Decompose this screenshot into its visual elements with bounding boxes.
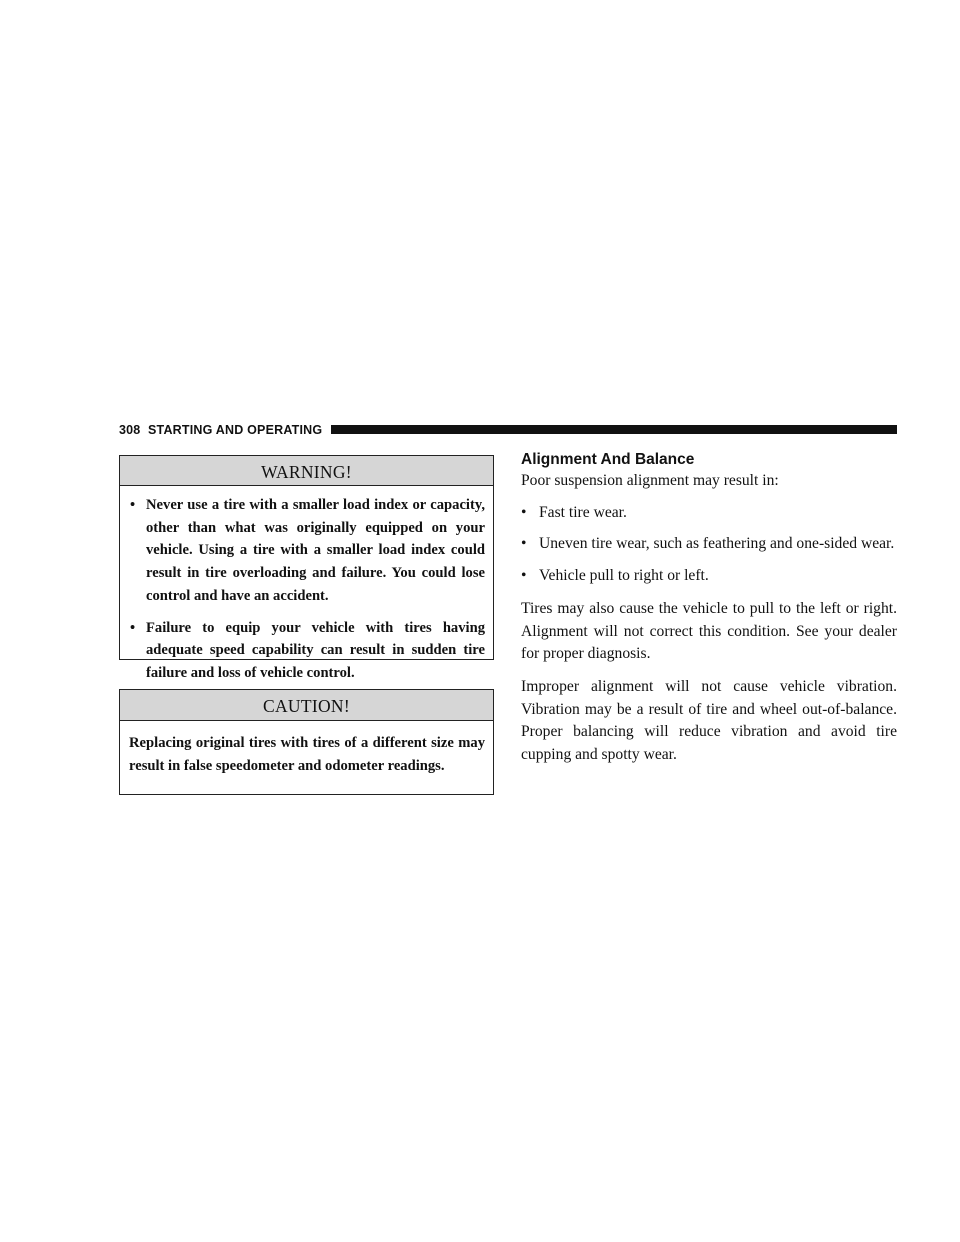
intro-text: Poor suspension alignment may result in: — [521, 472, 779, 489]
paragraph: Tires may also cause the vehicle to pull to the left or right. Alignment will not correct this condition. See your dealer for proper diagnosis. — [521, 599, 897, 663]
bullet-icon: • — [130, 497, 136, 513]
paragraph: Improper alignment will not cause vehicle vibration. Vibration may be a result of tire and wheel out-of-balance. Proper balancing will reduce vibration and avoid tire cupping and spotty wear. — [521, 677, 897, 764]
list-item-text: Vehicle pull to right or left. — [539, 567, 709, 585]
list-item — [521, 565, 897, 588]
page-header — [119, 422, 897, 438]
bullet-icon: • — [130, 619, 136, 636]
caution-text: Replacing original tires with tires of a different size may result in false speedometer and odometer readings. — [129, 735, 485, 774]
warning-item — [120, 617, 493, 685]
warning-item-text: Failure to equip your vehicle with tires having adequate speed capability can result in sudden tire failure and loss of vehicle control. — [146, 619, 485, 681]
warning-box — [119, 455, 494, 681]
warning-title: WARNING! — [120, 456, 493, 486]
bullet-icon: • — [521, 567, 527, 585]
warning-item-text: Never use a tire with a smaller load index or capacity, other than what was originally equipped on your vehicle. Using a tire with a smaller load index could result in tire overloading and failure. You could lose control and have an accident. — [146, 497, 485, 604]
list-item-text: Uneven tire wear, such as feathering and one-sided wear. — [539, 535, 895, 553]
page-number: 308 — [119, 423, 141, 437]
caution-title: CAUTION! — [120, 690, 493, 721]
section-heading: Alignment And Balance — [521, 451, 695, 468]
list-item-text: Fast tire wear. — [539, 503, 627, 521]
warning-item — [120, 494, 493, 608]
alignment-section — [521, 450, 897, 767]
caution-box — [119, 689, 494, 795]
bullet-icon: • — [521, 503, 527, 521]
list-item — [521, 502, 897, 525]
list-item — [521, 533, 897, 556]
bullet-icon: • — [521, 535, 527, 553]
section-title: STARTING AND OPERATING — [148, 423, 323, 437]
header-rule — [331, 425, 897, 434]
